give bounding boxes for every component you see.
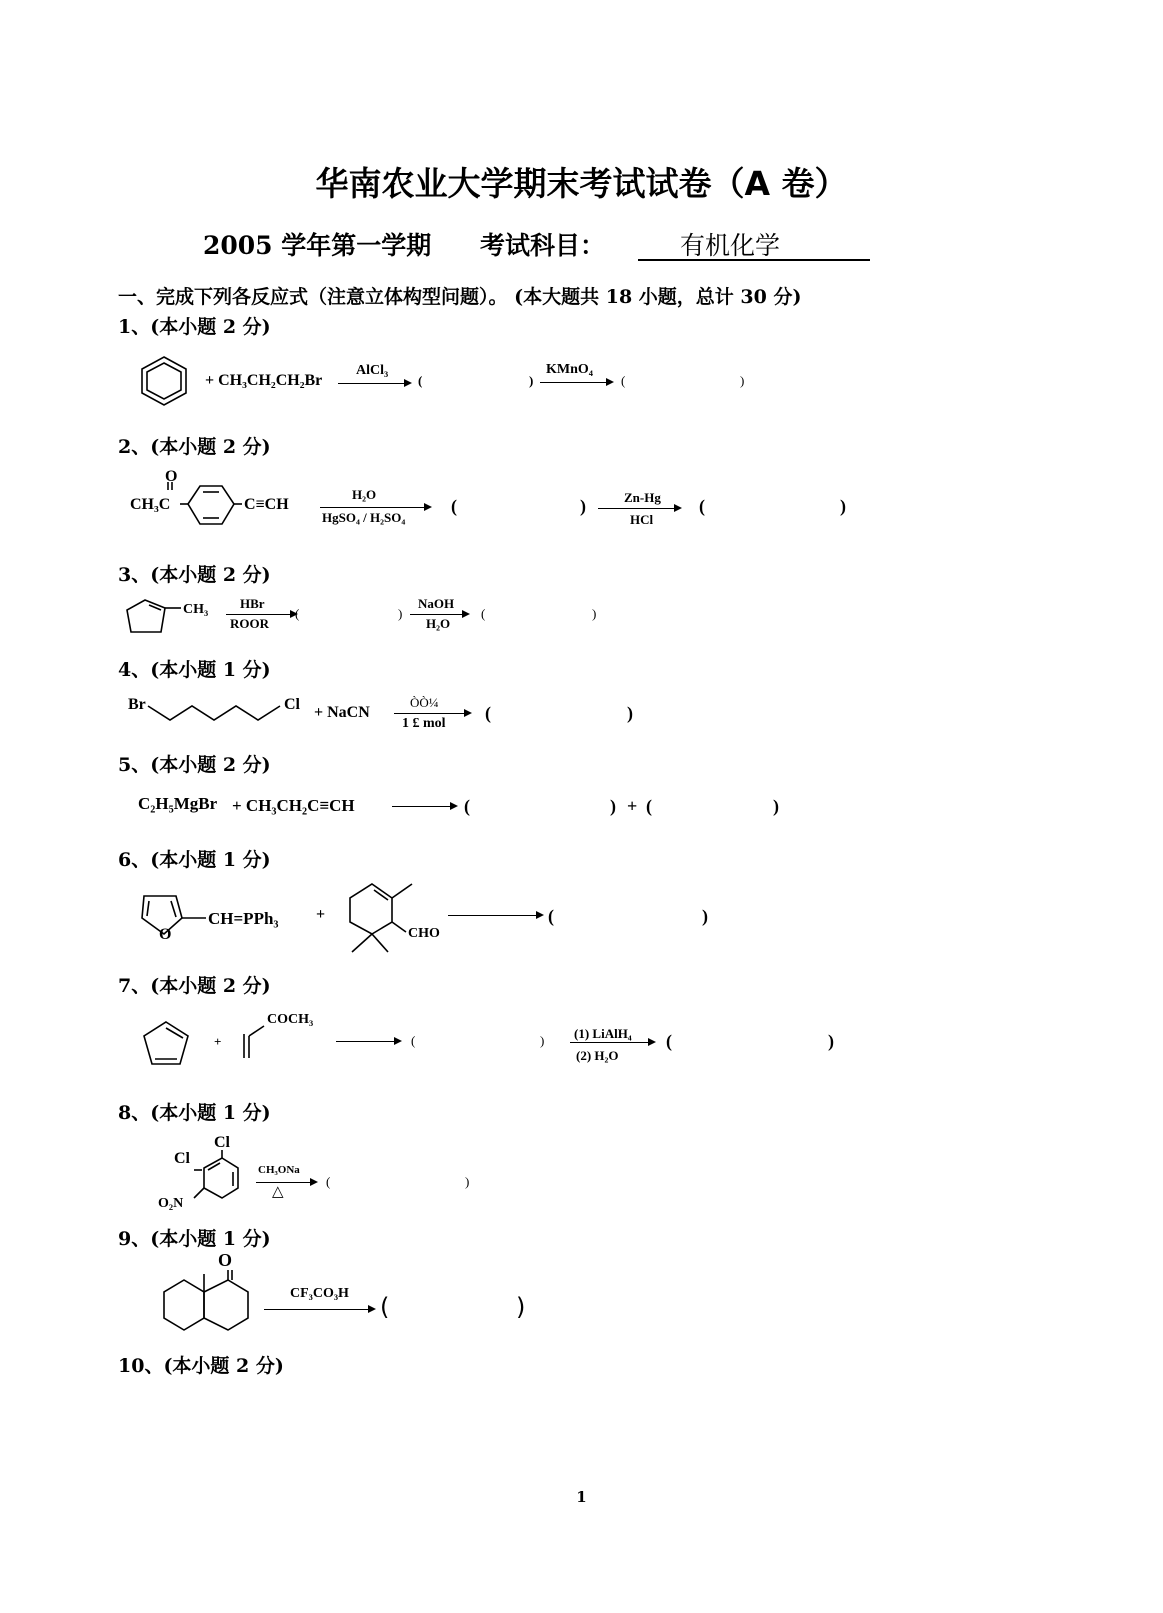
q8-heat-symbol: △ <box>272 1184 284 1200</box>
q6-arrow <box>448 915 542 916</box>
q2-blank-1-open: ( <box>451 496 457 516</box>
q1-reagent-kmno4: KMnO₄ <box>546 362 593 377</box>
question-5-label: 5、(本小题 2 分) <box>118 754 271 776</box>
q3-blank-2-close: ) <box>592 606 597 621</box>
q1-blank-1-close: ) <box>529 373 534 388</box>
q1-arrow-1 <box>338 383 410 384</box>
q1-blank-2-open: ( <box>621 373 626 388</box>
q8-blank-open: ( <box>326 1174 331 1189</box>
question-6-label: 6、(本小题 1 分) <box>118 849 271 871</box>
benzene-structure <box>138 355 190 407</box>
cyclopentene-structure <box>125 598 187 636</box>
q6-blank-close: ) <box>702 906 708 926</box>
q3-reagent-hbr: HBr <box>240 596 265 611</box>
question-9-label: 9、(本小题 1 分) <box>118 1228 271 1250</box>
q9-carbonyl-o: O <box>218 1250 233 1270</box>
q6-plus: + <box>316 906 326 923</box>
q2-blank-1-close: ) <box>580 496 586 516</box>
q6-furan-oxygen: O <box>159 926 172 943</box>
q2-reagent-hgso4: HgSO₄ / H₂SO₄ <box>322 510 406 525</box>
q6-ylide: CH=PPh₃ <box>208 909 279 928</box>
q5-blank-2-close: ) <box>773 796 779 816</box>
q7-blank-2-open: ( <box>666 1031 672 1051</box>
q9-arrow <box>264 1309 374 1310</box>
question-10-label: 10、(本小题 2 分) <box>118 1355 284 1377</box>
q3-reagent-naoh: NaOH <box>418 596 455 611</box>
q5-blank-2-open: ( <box>646 796 652 816</box>
question-2-label: 2、(本小题 2 分) <box>118 436 271 458</box>
q3-blank-2-open: ( <box>481 606 486 621</box>
q5-butyne: + CH₃CH₂C≡CH <box>232 796 355 815</box>
q7-blank-2-close: ) <box>828 1031 834 1051</box>
q2-acetyl: CH₃C <box>130 496 171 513</box>
furan-structure <box>138 888 210 940</box>
q3-arrow-1 <box>226 614 296 615</box>
q7-reagent-lialh4: (1) LiAlH₄ <box>574 1026 632 1041</box>
q8-chloro-top: Cl <box>214 1134 230 1151</box>
q4-solvent-garbled: ÒÒ¼ <box>410 695 439 710</box>
q8-chloro-left: Cl <box>174 1150 190 1167</box>
q5-blank-1-open: ( <box>464 796 470 816</box>
q2-benzene-ring <box>166 484 246 528</box>
decalone-structure <box>158 1268 254 1340</box>
q1-blank-2-close: ) <box>740 373 745 388</box>
page-number: 1 <box>576 1488 587 1506</box>
cyclopentadiene-structure <box>140 1020 192 1068</box>
q1-arrow-2 <box>540 382 612 383</box>
q4-chloro: Cl <box>284 696 300 713</box>
question-8-label: 8、(本小题 1 分) <box>118 1102 271 1124</box>
q6-blank-open: ( <box>548 906 554 926</box>
q4-hexane-chain <box>148 704 288 724</box>
q7-arrow-1 <box>336 1041 400 1042</box>
q3-blank-1-close: ) <box>398 606 403 621</box>
q8-nitro: O₂N <box>158 1196 184 1211</box>
subject-underline <box>638 259 870 261</box>
q7-blank-1-open: ( <box>411 1033 416 1048</box>
q1-catalyst-alcl3: AlCl₃ <box>356 363 389 378</box>
q5-grignard: C₂H₅MgBr <box>138 794 218 813</box>
q2-carbonyl-o: O <box>165 468 178 485</box>
q2-arrow-1 <box>320 507 430 508</box>
q5-blank-1-close: ) <box>610 796 616 816</box>
q7-plus: + <box>214 1034 222 1049</box>
q8-reagent-methoxide: CH₃ONa <box>258 1164 300 1176</box>
exam-term: 2005 学年第一学期 <box>203 231 432 260</box>
methyl-vinyl-ketone-structure <box>240 1018 270 1060</box>
q3-blank-1-open: ( <box>295 606 300 621</box>
cyclocitral-structure <box>344 876 454 956</box>
q9-blank-close: ) <box>516 1293 526 1321</box>
question-7-label: 7、(本小题 2 分) <box>118 975 271 997</box>
q8-benzene-ring <box>186 1146 242 1206</box>
q9-blank-open: ( <box>380 1293 390 1321</box>
subject-label: 考试科目： <box>480 231 606 260</box>
q4-blank-open: ( <box>485 703 491 723</box>
q3-reagent-water: H₂O <box>426 616 451 631</box>
subject-name: 有机化学 <box>680 231 781 260</box>
q6-aldehyde: CHO <box>408 926 440 941</box>
q2-blank-2-close: ) <box>840 496 846 516</box>
q7-reagent-water: (2) H₂O <box>576 1048 619 1063</box>
q3-methyl: CH₃ <box>183 602 209 617</box>
q1-reagent-propyl-bromide: + CH₃CH₂CH₂Br <box>205 372 323 389</box>
q2-reagent-znhg: Zn-Hg <box>624 490 661 505</box>
q2-blank-2-open: ( <box>699 496 705 516</box>
q3-reagent-roor: ROOR <box>230 616 269 631</box>
q2-reagent-water: H₂O <box>352 487 377 502</box>
section-title: 一、完成下列各反应式（注意立体构型问题）。 (本大题共 18 小题，总计 30 分) <box>118 286 802 308</box>
q2-alkyne: C≡CH <box>244 496 289 513</box>
q3-arrow-2 <box>410 614 468 615</box>
question-1-label: 1、(本小题 2 分) <box>118 316 271 338</box>
q4-blank-close: ) <box>627 703 633 723</box>
q7-blank-1-close: ) <box>540 1033 545 1048</box>
q9-reagent-peracid: CF₃CO₃H <box>290 1286 349 1301</box>
q2-reagent-hcl: HCl <box>630 512 654 527</box>
q4-arrow <box>394 713 470 714</box>
q2-arrow-2 <box>598 508 680 509</box>
q4-amount: 1 £ mol <box>402 716 446 731</box>
q5-arrow <box>392 806 456 807</box>
exam-title: 华南农业大学期末考试试卷（A 卷） <box>315 164 848 203</box>
q4-reagent-nacn: + NaCN <box>314 704 370 721</box>
q8-blank-close: ) <box>465 1174 470 1189</box>
q8-arrow <box>256 1182 316 1183</box>
question-3-label: 3、(本小题 2 分) <box>118 564 271 586</box>
q4-bromo: Br <box>128 696 146 713</box>
q1-blank-1-open: ( <box>418 373 423 388</box>
q5-plus: + <box>627 796 638 816</box>
question-4-label: 4、(本小题 1 分) <box>118 659 271 681</box>
q7-arrow-2 <box>570 1042 654 1043</box>
q7-acetyl: COCH₃ <box>267 1012 314 1027</box>
